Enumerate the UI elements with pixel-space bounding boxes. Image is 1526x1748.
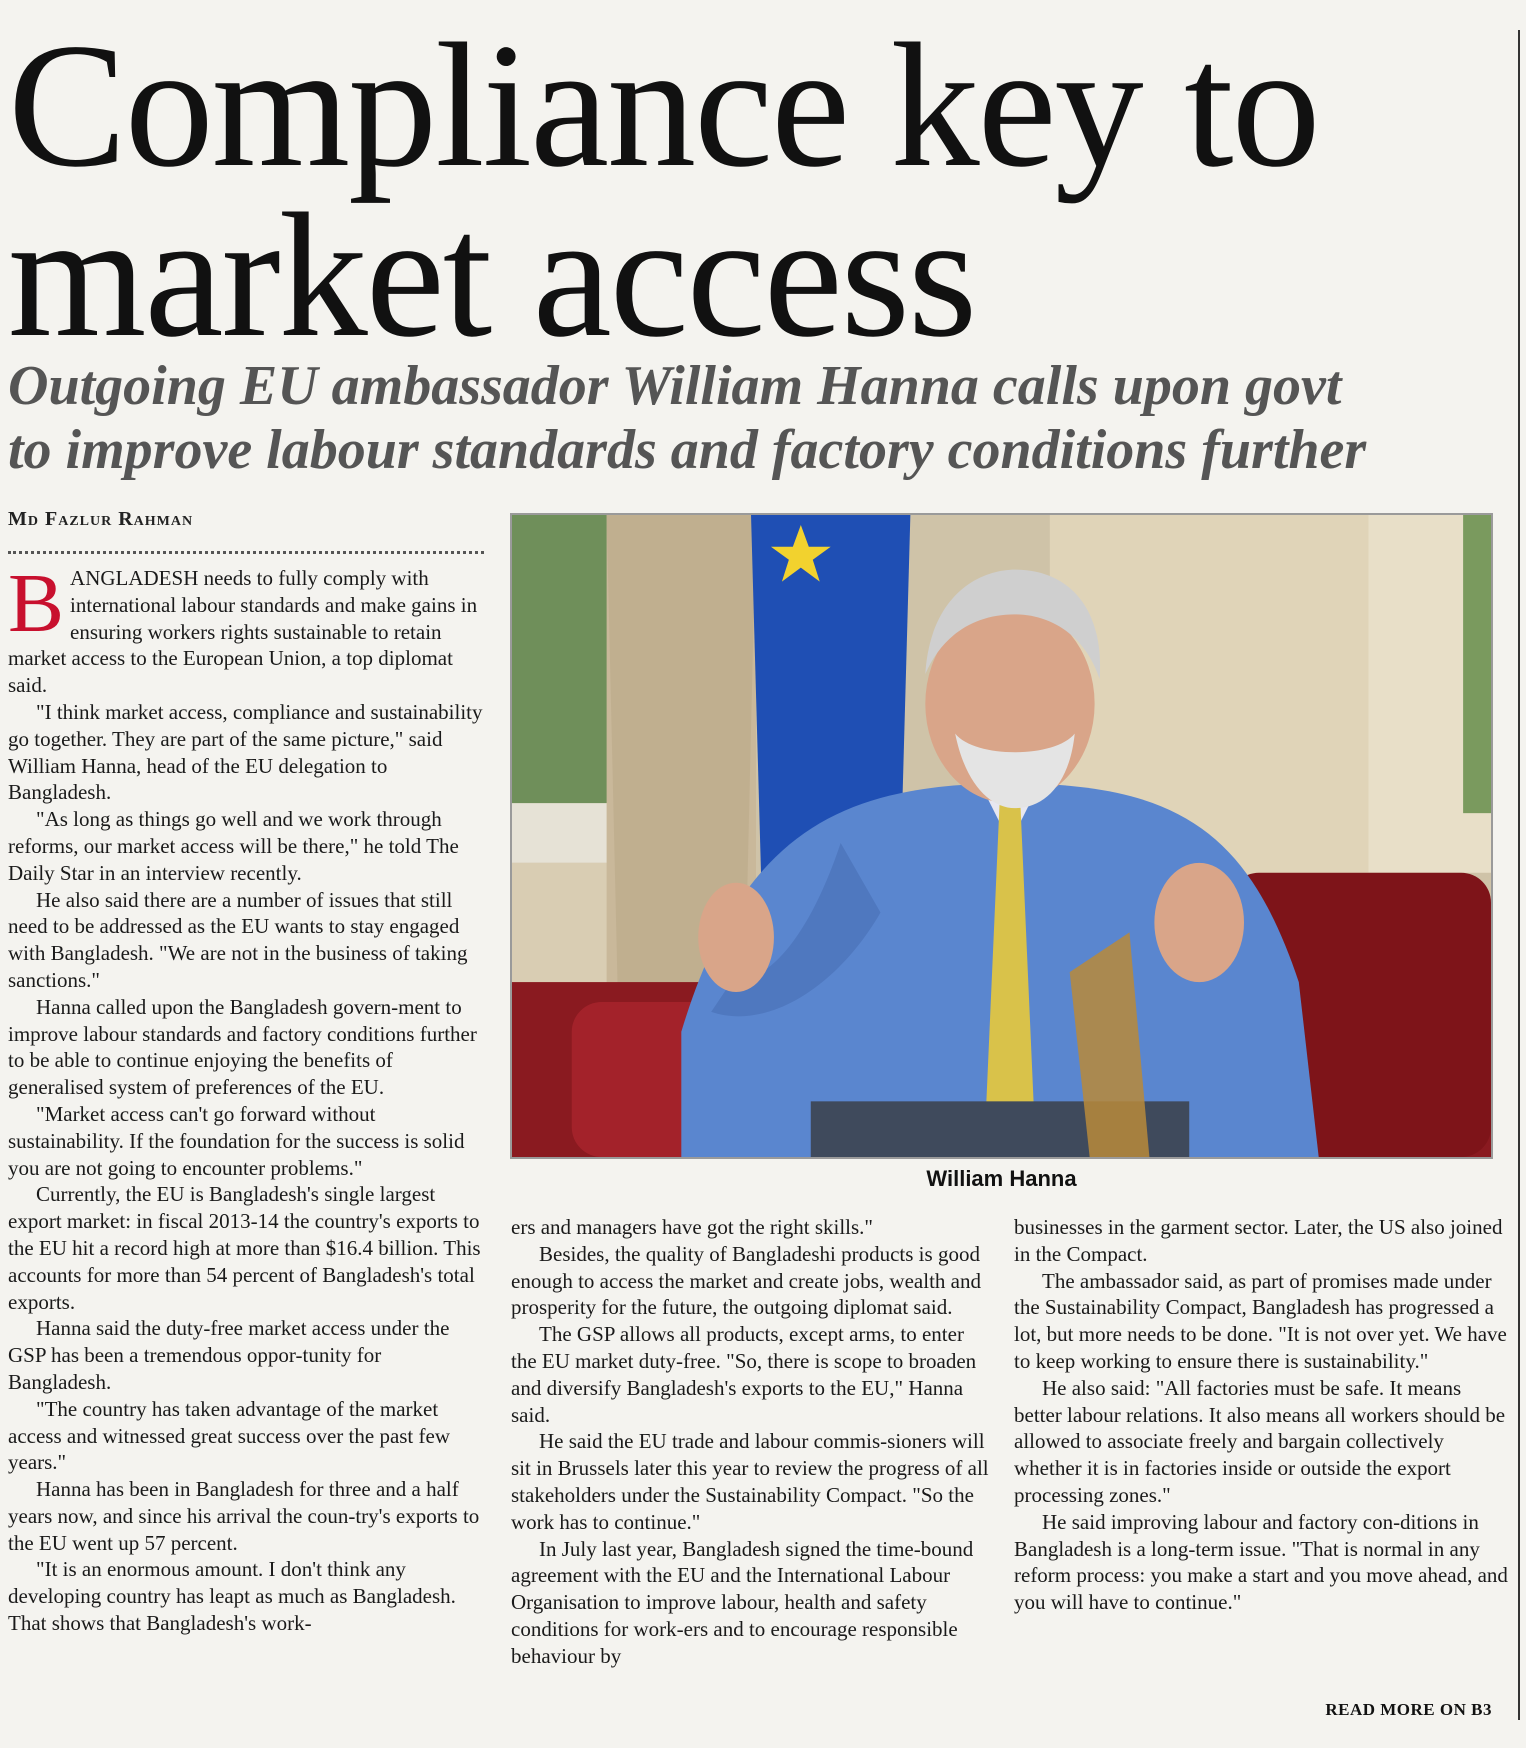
paragraph: businesses in the garment sector. Later, the US also joined in the Compact. (1014, 1215, 1503, 1266)
subheadline-line-1: Outgoing EU ambassador William Hanna calls upon govt (8, 355, 1342, 417)
ambassador-photo (510, 513, 1493, 1159)
paragraph: Hanna called upon the Bangladesh govern-ment to improve labour standards and factory conditions further to be able to continue enjoying the benefits of generalised system of preferences of the EU. (8, 994, 477, 1100)
portrait-illustration (512, 515, 1491, 1157)
paragraph: Besides, the quality of Bangladeshi products is good enough to access the market and create jobs, wealth and prosperity for the future, the outgoing diplomat said. (511, 1241, 981, 1320)
subheadline-line-2: to improve labour standards and factory conditions further (8, 419, 1367, 481)
column-1 (8, 557, 486, 1637)
paragraph: "It is an enormous amount. I don't think any developing country has leapt as much as Bangladesh. That shows that Bangladesh's work- (8, 1557, 456, 1636)
paragraph: He also said: "All factories must be safe. It means better labour relations. It also means all workers should be allowed to associate freely and bargain collectively whether it is in factories inside or outside the export processing zones." (1014, 1375, 1506, 1507)
paragraph: Hanna said the duty-free market access under the GSP has been a tremendous oppor-tunity for Bangladesh. (8, 1316, 450, 1394)
paragraph: "Market access can't go forward without sustainability. If the foundation for the success is solid you are not going to encounter problems." (8, 1101, 465, 1180)
paragraph: Hanna has been in Bangladesh for three and a half years now, and since his arrival the coun-try's exports to the EU went up 57 percent. (8, 1477, 480, 1555)
headline-line-2: market access (8, 176, 976, 374)
paragraph: "The country has taken advantage of the market access and witnessed great success over the past few years." (8, 1396, 450, 1475)
paragraph: He said the EU trade and labour commis-sioners will sit in Brussels later this year to review the progress of all stakeholders under the Sustainability Compact. "So the work has to continue." (511, 1429, 989, 1534)
drop-cap: B (8, 557, 65, 650)
paragraph: In July last year, Bangladesh signed the time-bound agreement with the EU and the International Labour Organisation to improve labour, health and safety conditions for work-ers and to encourage responsible behaviour by (511, 1536, 974, 1668)
byline-divider (8, 551, 484, 554)
byline: Md Fazlur Rahman (8, 508, 194, 530)
column-2 (511, 1214, 991, 1670)
lead-text: needs to fully comply with international labour standards and make gains in ensuring workers rights sustainable to retain market access to the European Union, a top diplomat said. (8, 566, 478, 698)
paragraph: The GSP allows all products, except arms, to enter the EU market duty-free. "So, there is scope to broaden and diversify Bangladesh's exports to the EU," Hanna said. (511, 1322, 977, 1427)
paragraph: Currently, the EU is Bangladesh's single largest export market: in fiscal 2013-14 the country's exports to the EU hit a record high at more than $16.4 billion. This accounts for more than 54 percent of Bangladesh's total exports. (8, 1182, 481, 1314)
headline-line-1: Compliance key to (8, 6, 1319, 204)
paragraph: "I think market access, compliance and sustainability go together. They are part of the same picture," said William Hanna, head of the EU delegation to Bangladesh. (8, 699, 483, 805)
paragraph: He also said there are a number of issues that still need to be addressed as the EU wants to stay engaged with Bangladesh. "We are not in the business of taking sanctions." (8, 887, 468, 992)
paragraph: He said improving labour and factory con-ditions in Bangladesh is a long-term issue. "That is normal in any reform process: you make a start and you move ahead, and you will have to continue." (1014, 1509, 1508, 1615)
page-edge-rule (1518, 30, 1520, 1720)
lead-caps: ANGLADESH (70, 566, 199, 590)
photo-caption: William Hanna (926, 1166, 1077, 1191)
column-3 (1014, 1214, 1514, 1616)
headline (8, 6, 1508, 374)
read-more-link[interactable]: READ MORE ON B3 (1325, 1700, 1492, 1719)
paragraph: ers and managers have got the right skills." (511, 1215, 873, 1239)
paragraph: The ambassador said, as part of promises made under the Sustainability Compact, Bangladesh has progressed a lot, but more needs to be done. "It is not over yet. We have to keep working to ensure there is sustainability." (1014, 1268, 1507, 1373)
lead-paragraph (8, 557, 486, 699)
paragraph: "As long as things go well and we work through reforms, our market access will be there," he told The Daily Star in an interview recently. (8, 807, 459, 885)
subheadline (8, 354, 1518, 482)
